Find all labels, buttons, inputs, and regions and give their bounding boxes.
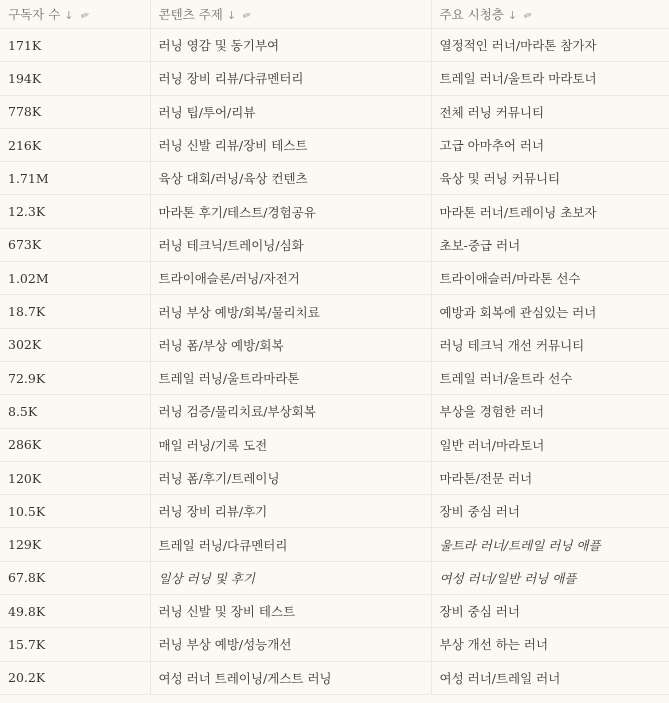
cell-audience[interactable]: 고급 아마추어 러너 [431, 128, 669, 161]
table-row[interactable] [0, 595, 669, 628]
cell-topic[interactable]: 러닝 팁/투어/리뷰 [150, 95, 431, 128]
cell-audience[interactable]: 일반 러너/마라토너 [431, 428, 669, 461]
cell-subscribers[interactable]: 778K [0, 95, 150, 128]
cell-audience[interactable]: 여성 러너/일반 러닝 애플 [431, 561, 669, 594]
cell-audience[interactable]: 초보-중급 러너 [431, 228, 669, 261]
cell-topic[interactable]: 매일 러닝/기록 도전 [150, 428, 431, 461]
cell-topic[interactable]: 러닝 검증/물리치료/부상회복 [150, 395, 431, 428]
pin-icon[interactable]: ✐ [240, 9, 253, 24]
cell-subscribers[interactable]: 129K [0, 528, 150, 561]
table-row[interactable] [0, 495, 669, 528]
cell-topic[interactable]: 러닝 부상 예방/회복/물리치료 [150, 295, 431, 328]
cell-subscribers[interactable]: 286K [0, 428, 150, 461]
cell-topic[interactable]: 러닝 테크닉/트레이닝/심화 [150, 228, 431, 261]
cell-topic[interactable]: 러닝 장비 리뷰/다큐멘터리 [150, 62, 431, 95]
cell-topic[interactable]: 러닝 신발 및 장비 테스트 [150, 595, 431, 628]
cell-subscribers[interactable]: 673K [0, 228, 150, 261]
cell-subscribers[interactable]: 1.02M [0, 262, 150, 295]
column-header-subscribers[interactable] [0, 0, 150, 29]
cell-topic[interactable]: 러닝 폼/후기/트레이닝 [150, 461, 431, 494]
column-header-label: 주요 시청층 [439, 7, 504, 22]
table-row[interactable] [0, 461, 669, 494]
cell-audience[interactable]: 트레일 러너/울트라 선수 [431, 361, 669, 394]
cell-subscribers[interactable]: 15.7K [0, 628, 150, 661]
cell-subscribers[interactable]: 72.9K [0, 361, 150, 394]
table-row[interactable] [0, 162, 669, 195]
table-row[interactable] [0, 95, 669, 128]
cell-audience[interactable]: 울트라 러너/트레일 러닝 애플 [431, 528, 669, 561]
column-header-audience[interactable] [431, 0, 669, 29]
table-row[interactable] [0, 29, 669, 62]
cell-topic[interactable]: 마라톤 후기/테스트/경험공유 [150, 195, 431, 228]
pin-icon[interactable]: ✐ [521, 9, 534, 24]
cell-topic[interactable]: 트라이애슬론/러닝/자전거 [150, 262, 431, 295]
cell-audience[interactable]: 마라톤/전문 러너 [431, 461, 669, 494]
cell-subscribers[interactable]: 8.5K [0, 395, 150, 428]
column-header-topic[interactable] [150, 0, 431, 29]
cell-subscribers[interactable]: 12.3K [0, 195, 150, 228]
cell-topic[interactable]: 러닝 영감 및 동기부여 [150, 29, 431, 62]
cell-topic[interactable]: 러닝 신발 리뷰/장비 테스트 [150, 128, 431, 161]
cell-topic[interactable]: 러닝 장비 리뷰/후기 [150, 495, 431, 528]
cell-audience[interactable]: 마라톤 러너/트레이닝 초보자 [431, 195, 669, 228]
cell-subscribers[interactable]: 216K [0, 128, 150, 161]
cell-audience[interactable]: 장비 중심 러너 [431, 595, 669, 628]
cell-subscribers[interactable]: 49.8K [0, 595, 150, 628]
cell-subscribers[interactable]: 1.71M [0, 162, 150, 195]
header-row [0, 0, 669, 29]
cell-topic[interactable]: 트레일 러닝/다큐멘터리 [150, 528, 431, 561]
cell-audience[interactable]: 육상 및 러닝 커뮤니티 [431, 162, 669, 195]
table-row[interactable] [0, 528, 669, 561]
cell-subscribers[interactable]: 171K [0, 29, 150, 62]
table-row[interactable] [0, 361, 669, 394]
cell-subscribers[interactable]: 18.7K [0, 295, 150, 328]
cell-audience[interactable]: 예방과 회복에 관심있는 러너 [431, 295, 669, 328]
column-header-label: 콘텐츠 주제 [158, 7, 223, 22]
table-body [0, 29, 669, 695]
cell-subscribers[interactable]: 10.5K [0, 495, 150, 528]
cell-subscribers[interactable]: 194K [0, 62, 150, 95]
table-row[interactable] [0, 628, 669, 661]
cell-audience[interactable]: 장비 중심 러너 [431, 495, 669, 528]
cell-subscribers[interactable]: 120K [0, 461, 150, 494]
table-row[interactable] [0, 262, 669, 295]
cell-audience[interactable]: 전체 러닝 커뮤니티 [431, 95, 669, 128]
cell-audience[interactable]: 러닝 테크닉 개선 커뮤니티 [431, 328, 669, 361]
column-header-label: 구독자 수 [8, 7, 61, 22]
arrow-down-icon[interactable]: ↓ [226, 9, 237, 22]
cell-audience[interactable]: 부상을 경험한 러너 [431, 395, 669, 428]
table-row[interactable] [0, 561, 669, 594]
pin-icon[interactable]: ✐ [77, 9, 90, 24]
cell-topic[interactable]: 육상 대회/러닝/육상 컨텐츠 [150, 162, 431, 195]
cell-topic[interactable]: 일상 러닝 및 후기 [150, 561, 431, 594]
arrow-down-icon[interactable]: ↓ [64, 9, 74, 22]
cell-subscribers[interactable]: 20.2K [0, 661, 150, 694]
table-row[interactable] [0, 195, 669, 228]
cell-topic[interactable]: 러닝 부상 예방/성능개선 [150, 628, 431, 661]
cell-audience[interactable]: 트레일 러너/울트라 마라토너 [431, 62, 669, 95]
table-row[interactable] [0, 661, 669, 694]
table-row[interactable] [0, 228, 669, 261]
cell-audience[interactable]: 트라이애슬러/마라톤 선수 [431, 262, 669, 295]
table-row[interactable] [0, 428, 669, 461]
table-row[interactable] [0, 128, 669, 161]
table-row[interactable] [0, 328, 669, 361]
cell-topic[interactable]: 트레일 러닝/울트라마라톤 [150, 361, 431, 394]
cell-topic[interactable]: 여성 러너 트레이닝/게스트 러닝 [150, 661, 431, 694]
cell-topic[interactable]: 러닝 폼/부상 예방/회복 [150, 328, 431, 361]
table-row[interactable] [0, 295, 669, 328]
cell-subscribers[interactable]: 67.8K [0, 561, 150, 594]
table-row[interactable] [0, 62, 669, 95]
arrow-down-icon[interactable]: ↓ [507, 9, 518, 22]
cell-audience[interactable]: 여성 러너/트레일 러너 [431, 661, 669, 694]
cell-audience[interactable]: 부상 개선 하는 러너 [431, 628, 669, 661]
cell-subscribers[interactable]: 302K [0, 328, 150, 361]
cell-audience[interactable]: 열정적인 러너/마라톤 참가자 [431, 29, 669, 62]
table-row[interactable] [0, 395, 669, 428]
